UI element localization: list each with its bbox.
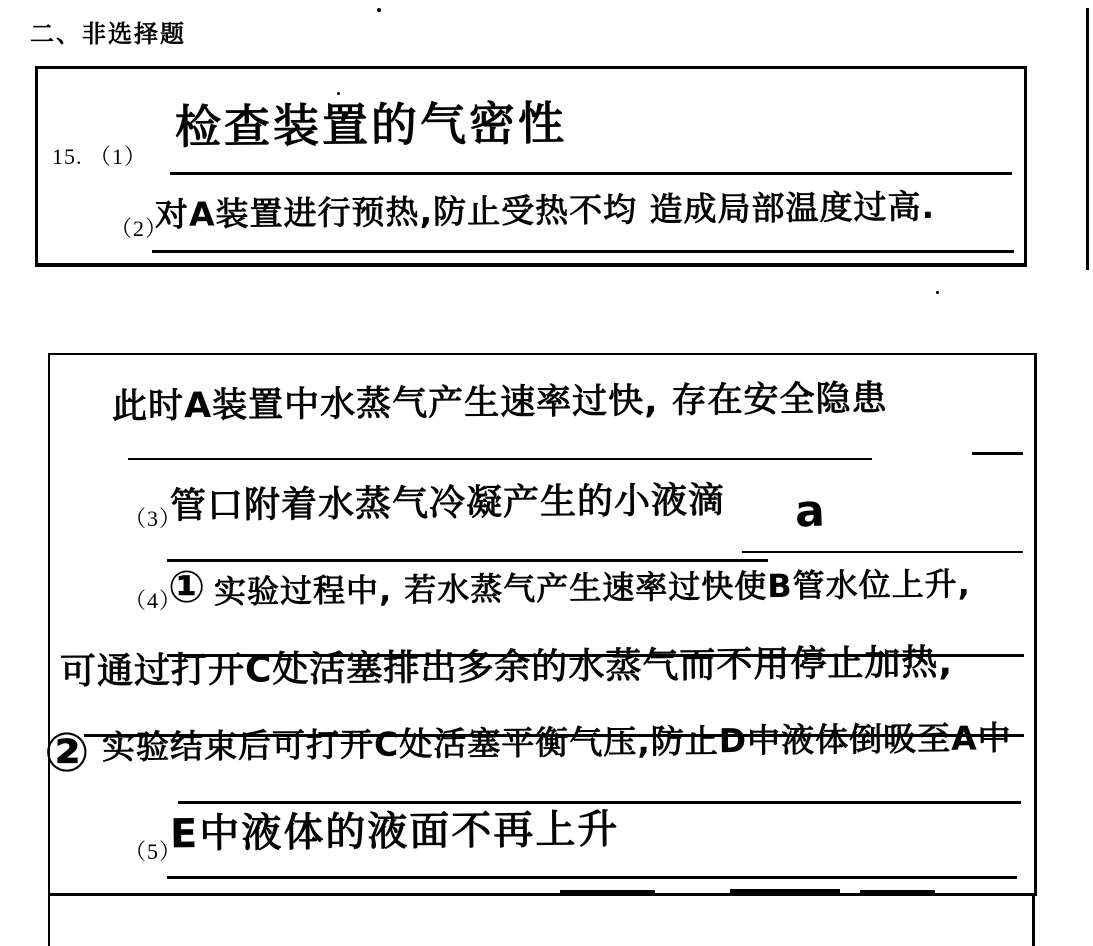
scan-artifact [560,890,655,893]
handwritten-answer-3: 管口附着水蒸气冷凝产生的小液滴 [169,480,726,527]
handwritten-answer-continuation: 此时A装置中水蒸气产生速率过快, 存在安全隐患 [111,378,888,428]
answer-underline [178,801,1021,804]
part3-label: （3） [124,506,183,531]
answer-underline [742,551,1023,553]
next-box-left-border [48,896,50,946]
part2-label: （2） [110,216,169,241]
scan-speck [936,291,939,294]
answer-underline [167,559,768,562]
scan-artifact [730,889,840,893]
handwritten-answer-4-line1: 实验过程中, 若水蒸气产生速率过快使B管水位上升, [213,565,972,611]
handwritten-answer-15-2: 对A装置进行预热,防止受热不均 造成局部温度过高. [154,186,936,235]
section-title: 二、非选择题 [30,22,186,48]
handwritten-answer-3-blank: a [794,485,827,538]
page-border-right [1086,8,1089,270]
answer-underline [152,250,1014,253]
handwritten-answer-15-1: 检查装置的气密性 [174,95,568,155]
answer-underline [128,458,872,460]
next-box-right-border [1032,896,1035,946]
part4-label: （4） [124,588,183,613]
handwritten-answer-4-line2: 可通过打开C处活塞排出多余的水蒸气而不用停止加热, [59,642,954,693]
question-15-part1-label [52,140,147,171]
part1-label: （1） [89,144,148,169]
answer-underline [167,876,1017,879]
part5-label: （5） [124,839,183,864]
scan-artifact [860,890,935,893]
scan-speck [377,8,381,12]
handwritten-answer-4-2: 实验结束后可打开C处活塞平衡气压,防止D中液体倒吸至A中 [101,718,1012,767]
blank-underline [972,452,1023,455]
handwritten-answer-5: E中液体的液面不再上升 [169,806,620,858]
circled-1-marker: ① [168,562,206,613]
circled-2-marker: ② [44,721,90,784]
answer-underline [170,172,1012,175]
question-number: 15. [52,144,83,169]
